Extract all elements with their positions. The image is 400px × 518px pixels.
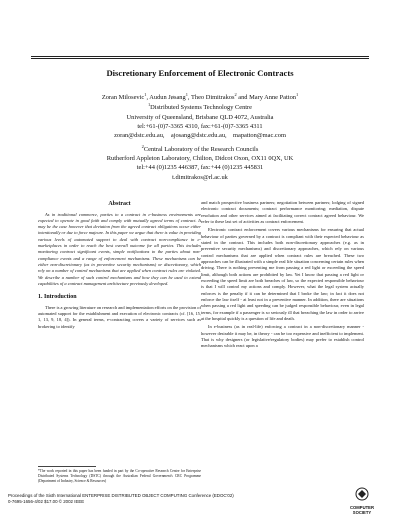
footnote: *The work reported in this paper has been funded in part by the Co-operative Research Centre for Enterprise Distributed Systems Technology (DSTC) through the Australian Federal Government's CRC Programme (Department of Industry, Science & Resources) — [38, 469, 201, 483]
footer-proceedings: Proceedings of the Sixth International ENTERPRISE DISTRIBUTED OBJECT COMPUTING Conference (EDOC'02) — [8, 493, 234, 498]
affiliation-1-emails: zoran@dstc.edu.au, ajosang@dstc.edu.au, mapatton@mac.com — [114, 132, 286, 140]
intro-text: There is a growing literature on research and implementation efforts on the provision of automated support for the establishment and execution of electronic contracts (cf. [16, 15, 1, 13, 9, 18, 4]). In general terms, e-contracting covers a variety of services such as brokering to identify — [38, 304, 201, 329]
abstract-heading: Abstract — [108, 201, 131, 207]
affiliation-1-phone: tel:+61-(0)7-3365 4310, fax:+61-(0)7-3365 4311 — [137, 123, 263, 131]
affiliation-2: $^2$Central Laboratory of the Research Councils — [141, 143, 259, 153]
ieee-cs-icon — [355, 487, 369, 501]
intro-heading: 1. Introduction — [38, 294, 77, 301]
body-paragraph: Electronic contract enforcement covers various mechanisms for ensuring that actual behaviour of parties governed by a contract is compliant with their expected behaviour as stated in the contract. This includes both non-discretionary approaches (e.g. as in preventive security mechanisms) and discretionary approaches, which rely on various control mechanisms that are applied when contract rules are breached. These two approaches can be illustrated with a simple real life situation concerning certain rules when driving. There is nothing preventing me from passing a red light or exceeding the speed limit, although both actions are prohibited by law. Yet I know that passing a red light or exceeding the speed limit are both breaches of law, so the expected responsible behaviour is that I will control my actions and comply. However, what the legal system actually enforces is the penalty if it can be determined that I broke the law; in fact it does not enforce the law itself - at least not in a preventive manner. In addition, there are situations when passing a red light and speeding can be judged responsible behaviour, even in legal terms, for example if a passenger is so seriously ill that breaching the law in order to arrive at the hospital quickly is a question of life and death. — [201, 227, 364, 321]
affiliation-1: $^1$Distributed Systems Technology Centre — [147, 102, 253, 112]
page-footer — [8, 493, 234, 505]
computer-society-logo: COMPUTER SOCIETY — [347, 487, 377, 515]
top-rule-thin — [31, 58, 369, 59]
body-paragraph: and match prospective business partners; negotiation between partners; lodging of signed electronic contract documents; contract performance monitoring; mediation, dispute resolution and other services aimed at facilitating correct contract agreed behaviour. We refer to these last set of activities as contract enforcement. — [201, 200, 364, 224]
top-rule — [31, 56, 369, 57]
author-block — [0, 92, 400, 182]
abstract-text: As in traditional commerce, parties to a contract in e-business environments are expected to operate in good faith and comply with mutually agreed terms of contract. It may be the case however that deviation from the agreed contract obligations occur either intentionally or due to force majeure. In this paper we argue that there is value in providing various levels of automated support to deal with contract non-compliance in e-marketplaces in order to reach the best overall outcome for all parties. This includes monitoring contract significant events, simple notifications to the parties about non-compliance events and a range of enforcement mechanisms. These mechanisms can be either non-discretionary (as in preventive security mechanisms) or discretionary, which rely on a number of control mechanisms that are applied when contract rules are violated. We describe a number of such control mechanisms and how they can be used to extend capabilities of a contract management architecture previously developed. — [38, 211, 201, 286]
affiliation-2-address: Rutherford Appleton Laboratory, Chilton, Didcot Oxon, OX11 0QX, UK — [106, 155, 294, 163]
affiliation-2-phone: tel:+44 (0)1235 446387, fax:+44 (0)1235 445831 — [136, 164, 264, 172]
footnote-rule — [38, 466, 96, 467]
paper-title: Discretionary Enforcement of Electronic Contracts — [106, 68, 294, 78]
body-paragraph: In e-business (as in real-life) enforcing a contract in a non-discretionary manner - however desirable it may be, in theory - can be too expensive and inefficient to implement. That is why designers (or legislative/regulatory bodies) may prefer to establish control mechanisms which react upon a — [201, 324, 364, 349]
left-column — [38, 200, 201, 332]
author-list: Zoran Milosevic$^1$, Audun Jøsang$^1$, Theo Dimitrakos$^2$ and Mary Anne Patton$^1$ — [101, 92, 299, 102]
footer-isbn: 0-7695-1656-4/02 $17.00 © 2002 IEEE — [8, 498, 85, 504]
affiliation-2-email: t.dimitrakos@rl.ac.uk — [172, 173, 228, 181]
affiliation-1-address: University of Queensland, Brisbane QLD 4072, Australia — [126, 113, 274, 121]
right-column — [201, 200, 364, 352]
